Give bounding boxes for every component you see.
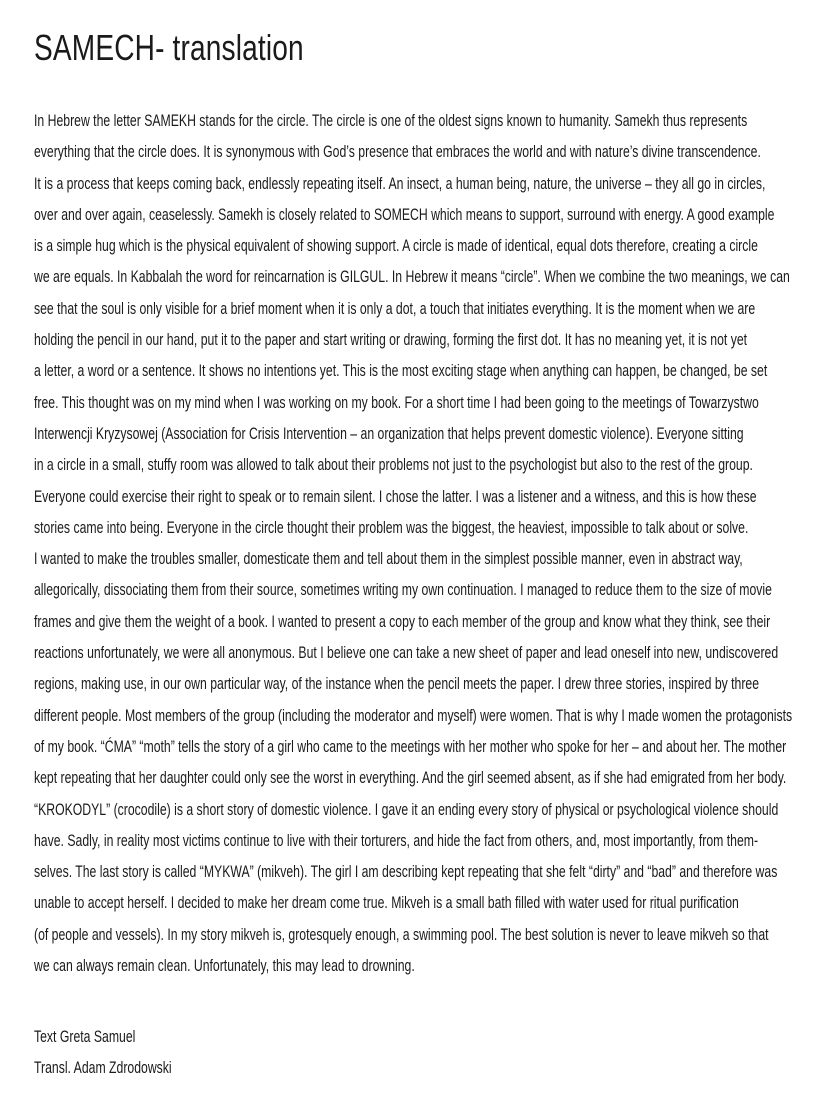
page-title: SAMECH- translation (34, 27, 304, 68)
text-line: in a circle in a small, stuffy room was allowed to talk about their problems not just to the psychologist but also to the rest of the group. (34, 455, 753, 475)
text-line: “KROKODYL” (crocodile) is a short story of domestic violence. I gave it an ending every story of physical or psychological violence should (34, 799, 779, 819)
text-line: (of people and vessels). In my story mikveh is, grotesquely enough, a swimming pool. The best solution is never to leave mikveh so that (34, 924, 769, 944)
text-line: everything that the circle does. It is synonymous with God’s presence that embraces the world and with nature’s divine transcendence. (34, 142, 761, 162)
text-line: holding the pencil in our hand, put it to the paper and start writing or drawing, forming the first dot. It has no meaning yet, it is not yet (34, 330, 748, 350)
text-line: allegorically, dissociating them from their source, sometimes writing my own continuation. I managed to reduce them to the size of movie (34, 580, 772, 600)
text-line: frames and give them the weight of a book. I wanted to present a copy to each member of the group and know what they think, see their (34, 611, 771, 631)
text-line: stories came into being. Everyone in the circle thought their problem was the biggest, the heaviest, impossible to talk about or solve. (34, 517, 749, 537)
text-line: unable to accept herself. I decided to make her dream come true. Mikveh is a small bath filled with water used for ritual purification (34, 893, 739, 913)
text-line: regions, making use, in our own particular way, of the instance when the pencil meets the paper. I drew three stories, inspired by three (34, 674, 760, 694)
text-line: different people. Most members of the group (including the moderator and myself) were women. That is why I made women the protagonists (34, 705, 793, 725)
text-line: reactions unfortunately, we were all anonymous. But I believe one can take a new sheet of paper and lead oneself into new, undiscovered (34, 643, 779, 663)
text-line: Interwencji Kryzysowej (Association for Crisis Intervention – an organization that helps prevent domestic violence). Everyone sitting (34, 423, 744, 443)
text-line: is a simple hug which is the physical equivalent of showing support. A circle is made of identical, equal dots therefore, creating a circle (34, 236, 758, 256)
text-line: Everyone could exercise their right to speak or to remain silent. I chose the latter. I was a listener and a witness, and this is how these (34, 486, 757, 506)
text-line: It is a process that keeps coming back, endlessly repeating itself. An insect, a human being, nature, the universe – they all go in circles, (34, 173, 766, 193)
author-credit: Text Greta Samuel (34, 1027, 136, 1046)
text-line: we are equals. In Kabbalah the word for reincarnation is GILGUL. In Hebrew it means “circle”. When we combine the two meanings, we can (34, 267, 790, 287)
text-line: free. This thought was on my mind when I was working on my book. For a short time I had been going to the meetings of Towarzystwo (34, 392, 759, 412)
text-line: kept repeating that her daughter could only see the worst in everything. And the girl seemed absent, as if she had emigrated from her body. (34, 768, 787, 788)
text-line: I wanted to make the troubles smaller, domesticate them and tell about them in the simplest possible manner, even in abstract way, (34, 549, 743, 569)
body-text (34, 105, 824, 981)
translator-credit: Transl. Adam Zdrodowski (34, 1058, 172, 1078)
text-line: of my book. “ĆMA” “moth” tells the story of a girl who came to the meetings with her mother who spoke for her – and about her. The mother (34, 736, 787, 756)
text-line: a letter, a word or a sentence. It shows no intentions yet. This is the most exciting stage when anything can happen, be changed, be set (34, 361, 768, 381)
credits (34, 1021, 225, 1084)
text-line: In Hebrew the letter SAMEKH stands for the circle. The circle is one of the oldest signs known to humanity. Samekh thus represents (34, 111, 748, 130)
text-line: see that the soul is only visible for a brief moment when it is only a dot, a touch that initiates everything. It is the moment when we are (34, 298, 756, 318)
text-line: have. Sadly, in reality most victims continue to live with their torturers, and hide the fact from others, and, most importantly, from them- (34, 830, 759, 850)
text-line: selves. The last story is called “MYKWA” (mikveh). The girl I am describing kept repeating that she felt “dirty” and “bad” and therefore was (34, 862, 778, 882)
text-line: over and over again, ceaselessly. Samekh is closely related to SOMECH which means to support, surround with energy. A good example (34, 204, 775, 224)
text-line: we can always remain clean. Unfortunately, this may lead to drowning. (34, 956, 415, 976)
